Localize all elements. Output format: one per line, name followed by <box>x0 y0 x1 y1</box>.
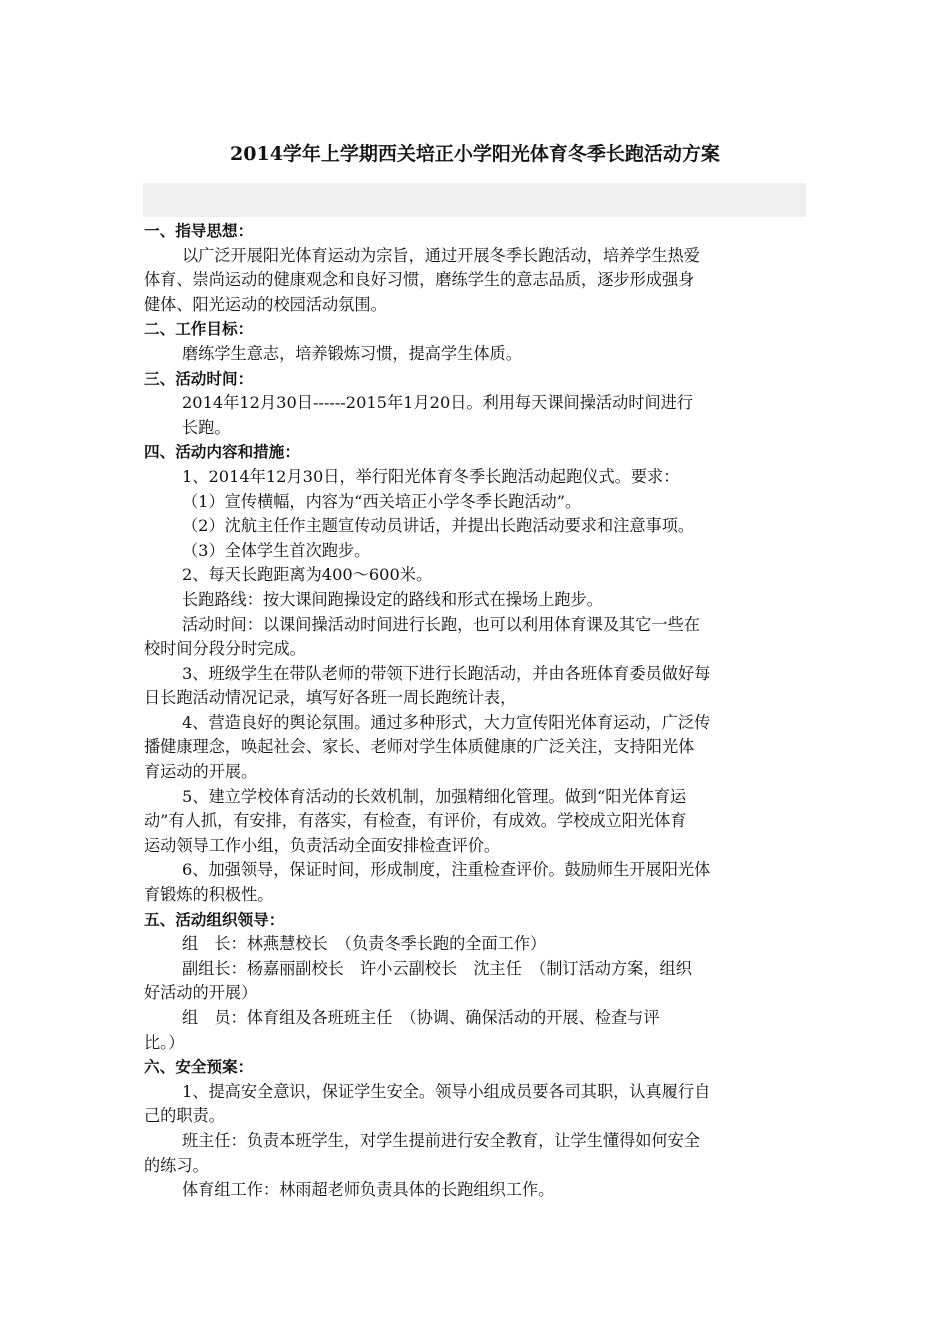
paragraph-line: 运动领导工作小组，负责活动全面安排检查评价。 <box>144 835 501 855</box>
document-body <box>144 219 808 1203</box>
paragraph-line: 2、每天长跑距离为400～600米。 <box>182 565 433 585</box>
paragraph-line: 4、营造良好的舆论氛围。通过多种形式，大力宣传阳光体育运动，广泛传 <box>182 712 711 732</box>
paragraph-line: （2）沈航主任作主题宣传动员讲话，并提出长跑活动要求和注意事项。 <box>182 516 695 536</box>
paragraph-line: 校时间分段分时完成。 <box>144 639 306 659</box>
paragraph-line: （3）全体学生首次跑步。 <box>182 540 371 560</box>
paragraph-line: 3、班级学生在带队老师的带领下进行长跑活动，并由各班体育委员做好每 <box>182 663 711 683</box>
shaded-band <box>143 183 806 217</box>
paragraph-line: 以广泛开展阳光体育运动为宗旨，通过开展冬季长跑活动，培养学生热爱 <box>182 245 700 265</box>
section-heading: 四、活动内容和措施： <box>144 443 300 462</box>
paragraph-line: 体育、崇尚运动的健康观念和良好习惯，磨练学生的意志品质，逐步形成强身 <box>144 270 695 290</box>
paragraph-line: 长跑。 <box>182 417 231 437</box>
paragraph-line: 活动时间：以课间操活动时间进行长跑，也可以利用体育课及其它一些在 <box>182 614 700 634</box>
paragraph-line: 的练习。 <box>144 1155 209 1175</box>
paragraph-line: 体育组工作：林雨超老师负责具体的长跑组织工作。 <box>182 1180 555 1200</box>
paragraph-line: 副组长：杨嘉丽副校长 许小云副校长 沈主任 （制订活动方案，组织 <box>182 958 692 978</box>
section-heading: 三、活动时间： <box>144 369 254 388</box>
paragraph-line: 育锻炼的积极性。 <box>144 885 274 905</box>
paragraph-line: 1、提高安全意识，保证学生安全。领导小组成员要各司其职，认真履行自 <box>182 1081 711 1101</box>
section-heading: 六、安全预案： <box>144 1058 254 1077</box>
paragraph-line: 磨练学生意志，培养锻炼习惯，提高学生体质。 <box>182 343 522 363</box>
paragraph-line: 日长跑活动情况记录，填写好各班一周长跑统计表， <box>144 688 517 708</box>
paragraph-line: 1、2014年12月30日，举行阳光体育冬季长跑活动起跑仪式。要求： <box>182 466 680 486</box>
section-heading: 二、工作目标： <box>144 320 254 339</box>
paragraph-line: （1）宣传横幅，内容为“西关培正小学冬季长跑活动”。 <box>182 491 582 511</box>
paragraph-line: 动”有人抓，有安排，有落实，有检查，有评价，有成效。学校成立阳光体育 <box>144 811 687 831</box>
section-heading: 五、活动组织领导： <box>144 910 285 929</box>
paragraph-line: 育运动的开展。 <box>144 762 258 782</box>
paragraph-line: 好活动的开展） <box>144 983 258 1003</box>
section-heading: 一、指导思想： <box>144 222 254 240</box>
paragraph-line: 比。） <box>144 1032 185 1052</box>
paragraph-line: 组 员：体育组及各班班主任 （协调、确保活动的开展、检查与评 <box>182 1008 660 1027</box>
paragraph-line: 5、建立学校体育活动的长效机制，加强精细化管理。做到“阳光体育运 <box>182 786 687 806</box>
paragraph-line: 组 长：林燕慧校长 （负责冬季长跑的全面工作） <box>182 934 547 954</box>
document-title: 2014学年上学期西关培正小学阳光体育冬季长跑活动方案 <box>230 143 720 165</box>
paragraph-line: 长跑路线：按大课间跑操设定的路线和形式在操场上跑步。 <box>182 589 603 609</box>
paragraph-line: 健体、阳光运动的校园活动氛围。 <box>144 294 387 314</box>
paragraph-line: 己的职责。 <box>144 1106 225 1126</box>
paragraph-line: 6、加强领导，保证时间，形成制度，注重检查评价。鼓励师生开展阳光体 <box>182 860 711 880</box>
paragraph-line: 班主任：负责本班学生，对学生提前进行安全教育，让学生懂得如何安全 <box>182 1130 700 1150</box>
paragraph-line: 播健康理念，唤起社会、家长、老师对学生体质健康的广泛关注，支持阳光体 <box>144 737 695 757</box>
paragraph-line: 2014年12月30日------2015年1月20日。利用每天课间操活动时间进行 <box>182 393 694 413</box>
